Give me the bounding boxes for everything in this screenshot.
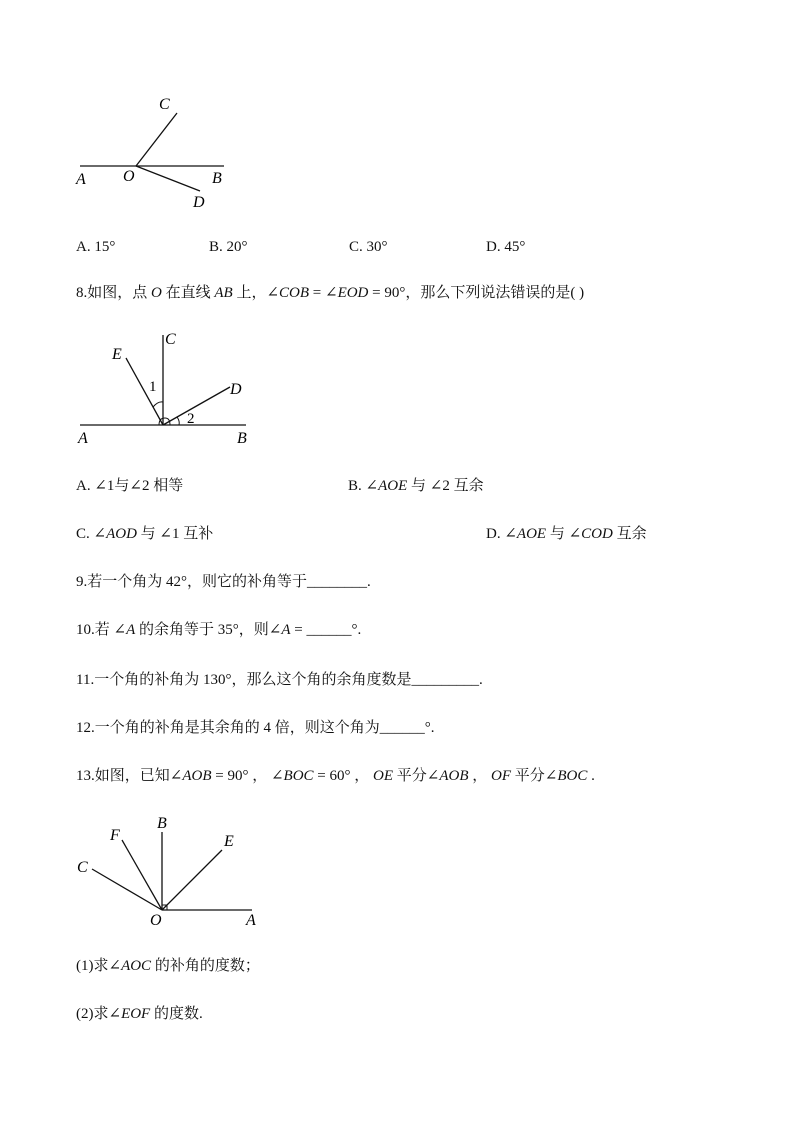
q8-option-d [486, 525, 647, 543]
q13-var-aob2: AOB [439, 768, 469, 784]
q10-mid: 的余角等于 35°，则∠ [135, 622, 282, 638]
question-10 [76, 621, 361, 639]
label-e: E [112, 346, 122, 363]
ray-od [163, 387, 230, 425]
label-d: D [193, 194, 205, 211]
q10-pre: 10.若 ∠ [76, 622, 127, 638]
ray-oc [136, 113, 177, 166]
q13-pre: 13.如图，已知∠ [76, 768, 183, 784]
q7-option-c: C. 30° [349, 239, 388, 255]
q8-mid2: 上，∠ [232, 285, 280, 301]
q13-mid2: = 60° ， [313, 768, 373, 784]
ray-oe [162, 850, 222, 910]
q13-post: . [587, 768, 595, 784]
label-a: A [246, 912, 256, 929]
question-8 [76, 284, 584, 302]
q13-mid1: = 90° ， ∠ [211, 768, 284, 784]
label-b: B [212, 170, 222, 187]
q13-var-oe: OE [373, 768, 393, 784]
angle-2-arc [177, 417, 179, 425]
label-c: C [159, 96, 170, 113]
q13-p1-post: 的补角的度数； [151, 958, 260, 974]
q13-p2-post: 的度数. [150, 1006, 203, 1022]
label-a: A [76, 171, 86, 188]
q8-var-cob: COB [279, 285, 310, 301]
question-12: 12.一个角的补角是其余角的 4 倍，则这个角为______°. [76, 720, 435, 736]
q8-d-var2: COD [581, 526, 613, 542]
q8-b-post: 与 ∠2 互余 [407, 478, 484, 494]
q10-post: = ______°. [290, 622, 362, 638]
q8-var-eod: EOD [337, 285, 369, 301]
label-f: F [110, 827, 120, 844]
q8-option-a: A. ∠1与∠2 相等 [76, 478, 184, 494]
label-o: O [123, 168, 135, 185]
q8-b-pre: B. ∠ [348, 478, 379, 494]
question-9: 9.若一个角为 42°，则它的补角等于________. [76, 574, 371, 590]
question-11: 11.一个角的补角为 130°，那么这个角的余角度数是_________. [76, 672, 483, 688]
label-b: B [237, 430, 247, 447]
label-2: 2 [187, 411, 195, 427]
q8-b-var: AOE [378, 478, 408, 494]
figure-7 [70, 90, 240, 215]
label-a: A [78, 430, 88, 447]
label-d: D [230, 381, 242, 398]
q13-mid5: 平分∠ [511, 768, 558, 784]
ray-of [122, 840, 162, 910]
question-13-part-1 [76, 957, 260, 975]
q13-p2-pre: (2)求∠ [76, 1006, 122, 1022]
q13-p1-pre: (1)求∠ [76, 958, 122, 974]
label-b: B [157, 815, 167, 832]
label-e: E [224, 833, 234, 850]
q8-mid1: 在直线 [161, 285, 215, 301]
q8-c-var: AOD [106, 526, 137, 542]
q7-option-d: D. 45° [486, 239, 526, 255]
q13-var-of: OF [491, 768, 512, 784]
label-c: C [165, 331, 176, 348]
q13-p2-var: EOF [121, 1006, 151, 1022]
q13-p1-var: AOC [121, 958, 152, 974]
question-13 [76, 767, 595, 785]
q10-var-a1: A [126, 622, 136, 638]
q8-d-mid: 与 ∠ [546, 526, 582, 542]
q8-d-pre: D. ∠ [486, 526, 517, 542]
q8-var-o: O [151, 285, 162, 301]
q7-option-b: B. 20° [209, 239, 248, 255]
q13-mid3: 平分∠ [393, 768, 440, 784]
q8-c-post: 与 ∠1 互补 [136, 526, 214, 542]
q8-eq: = ∠ [309, 285, 338, 301]
q13-var-boc: BOC [283, 768, 314, 784]
q8-var-ab: AB [214, 285, 233, 301]
label-o: O [150, 912, 162, 929]
q13-mid4: ， [468, 768, 492, 784]
figure-8 [70, 325, 260, 450]
q13-var-aob: AOB [182, 768, 212, 784]
q10-var-a2: A [281, 622, 291, 638]
q8-d-post: 互余 [612, 526, 647, 542]
question-13-part-2 [76, 1005, 203, 1023]
ray-oc [92, 869, 162, 910]
q8-suffix: = 90°，那么下列说法错误的是( ) [368, 285, 585, 301]
label-c: C [77, 859, 88, 876]
ray-od [136, 166, 200, 191]
q8-c-pre: C. ∠ [76, 526, 107, 542]
q8-option-c [76, 525, 213, 543]
q8-option-b [348, 477, 484, 495]
q8-prefix: 8.如图，点 [76, 285, 152, 301]
angle-1-arc [153, 402, 163, 407]
label-1: 1 [149, 379, 157, 395]
q7-option-a: A. 15° [76, 239, 116, 255]
q8-d-var1: AOE [516, 526, 547, 542]
ray-oe [126, 358, 163, 425]
figure-13 [70, 810, 270, 935]
q13-var-boc2: BOC [557, 768, 588, 784]
